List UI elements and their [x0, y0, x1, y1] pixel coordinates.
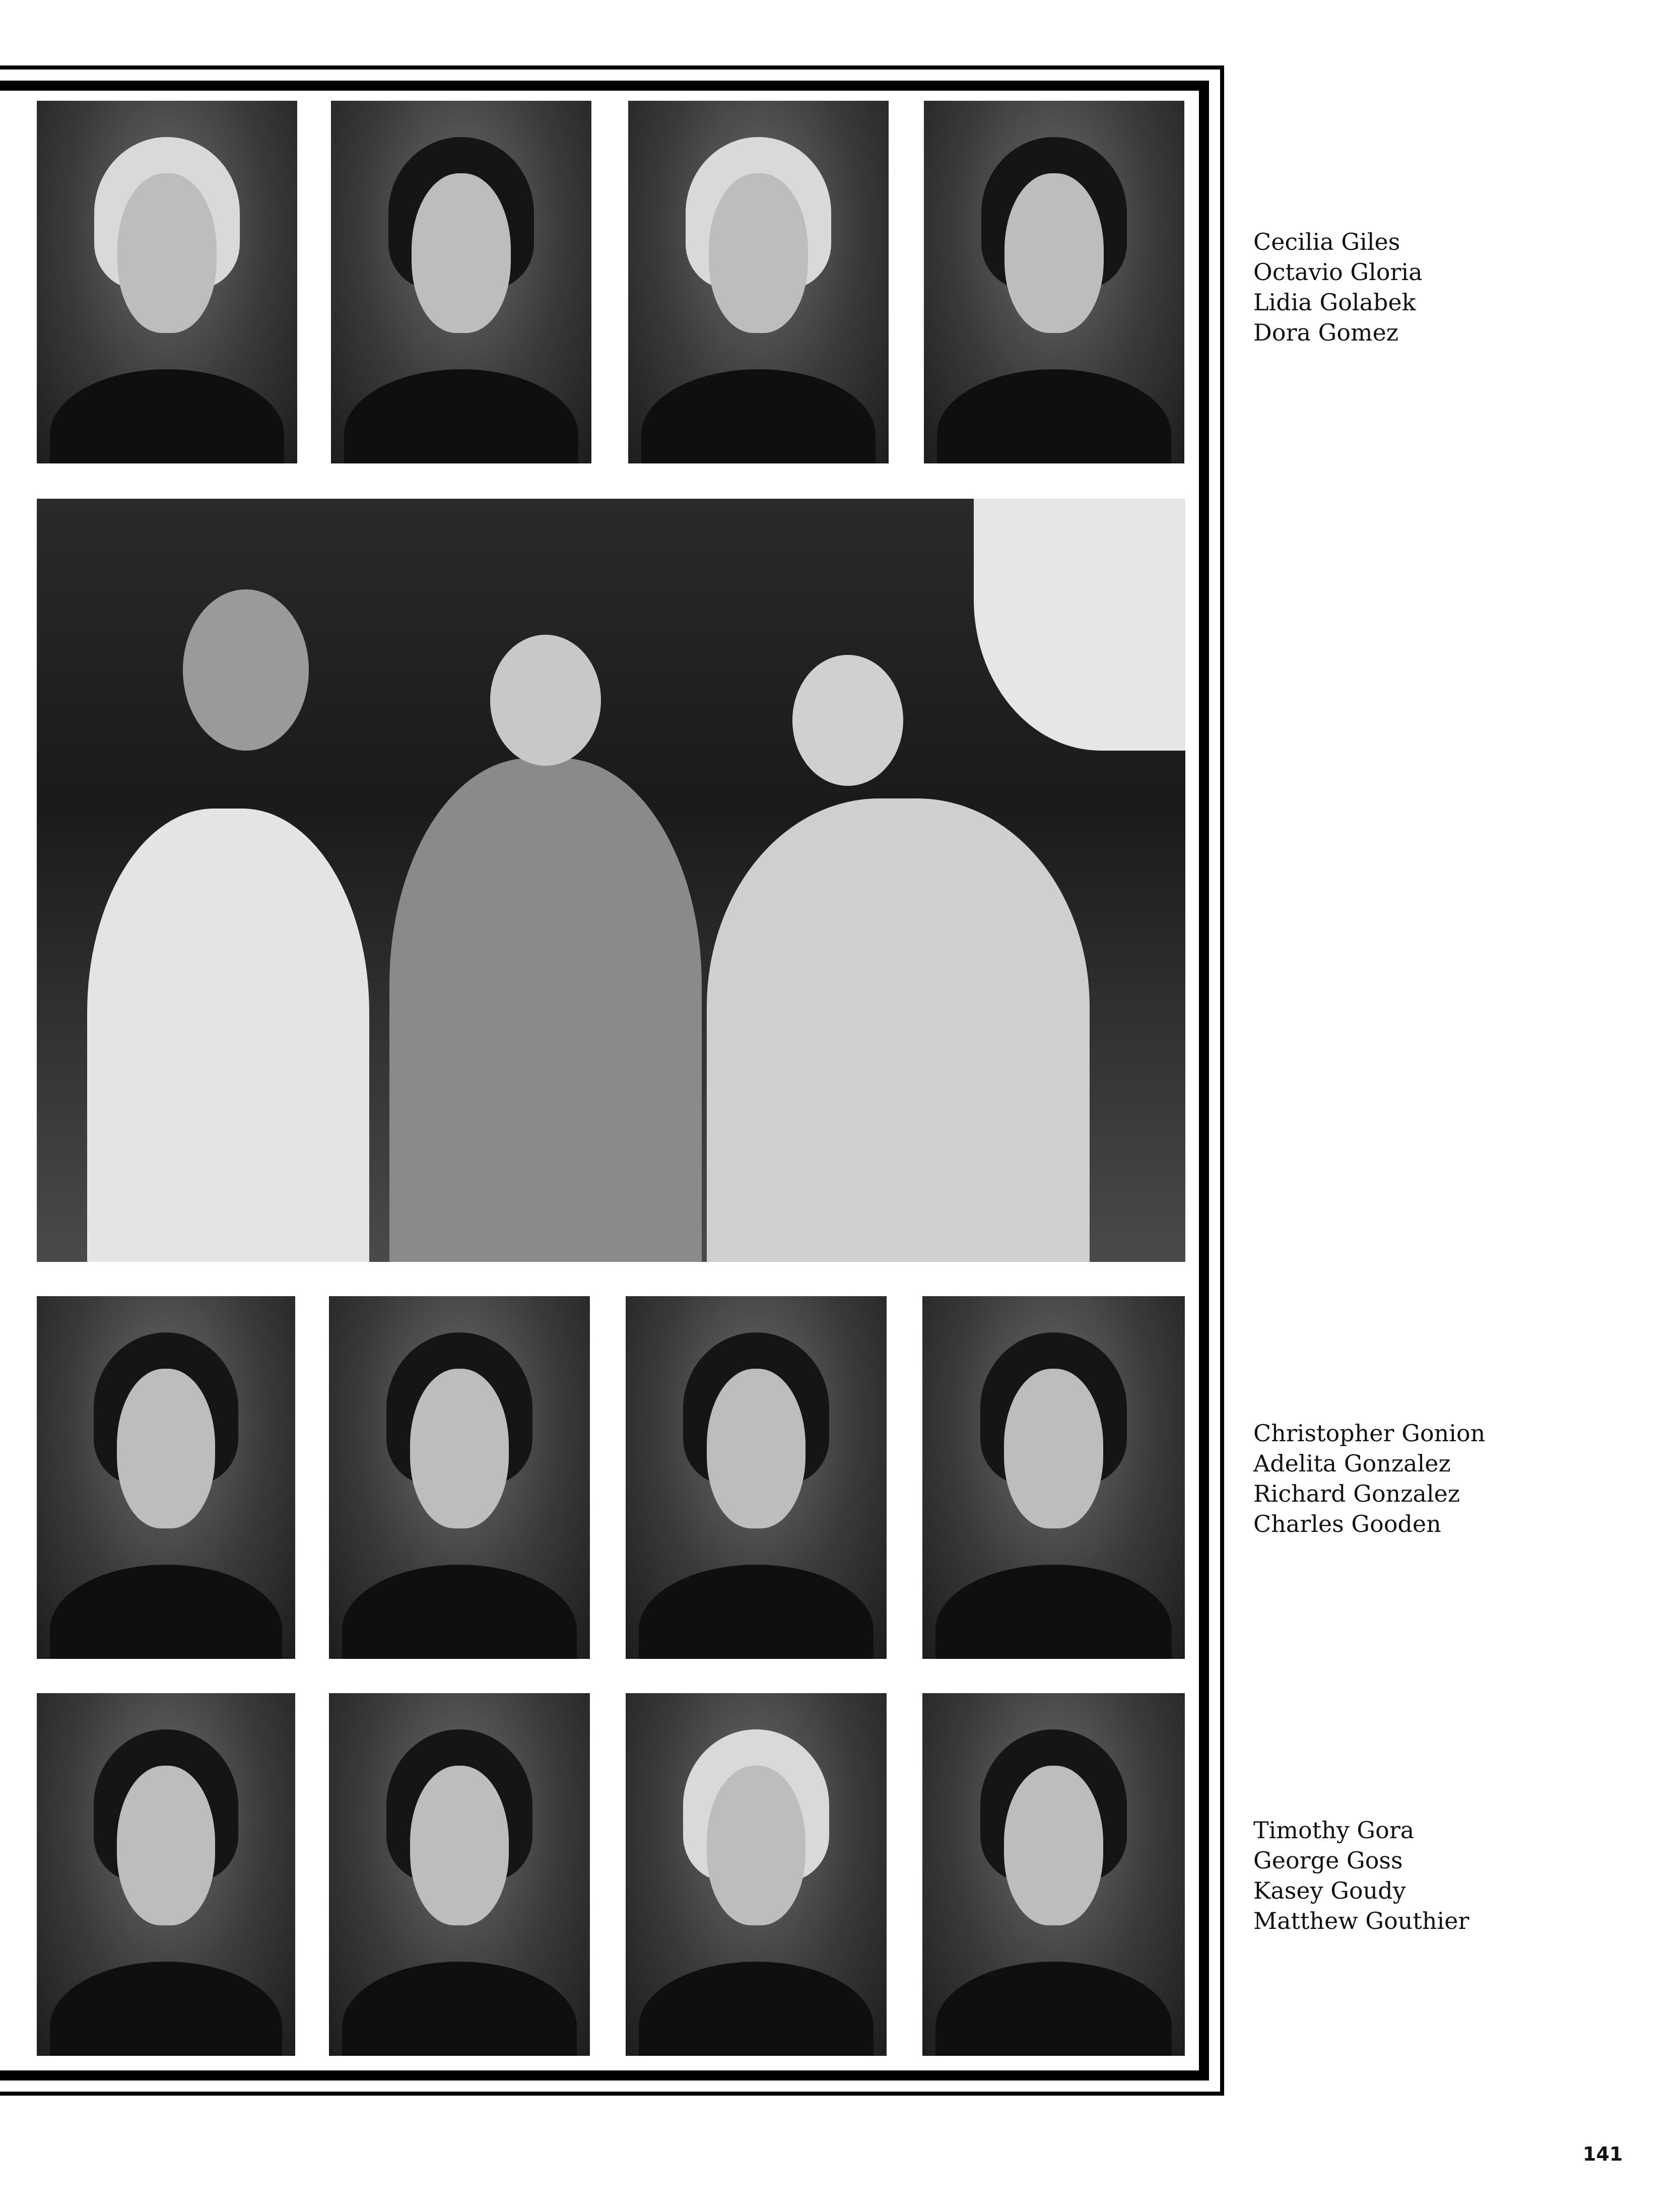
- portrait-photo: [37, 1296, 295, 1659]
- student-name: Adelita Gonzalez: [1253, 1450, 1451, 1477]
- name-caption-row-2: [1253, 1418, 1485, 1539]
- student-name: Lidia Golabek: [1253, 289, 1416, 316]
- name-caption-row-1: [1253, 227, 1423, 348]
- student-name: Timothy Gora: [1253, 1817, 1415, 1844]
- student-name: Octavio Gloria: [1253, 258, 1423, 286]
- portrait-photo: [924, 101, 1184, 463]
- student-name: Cecilia Giles: [1253, 228, 1400, 255]
- student-name: Kasey Goudy: [1253, 1877, 1406, 1904]
- student-name: Dora Gomez: [1253, 319, 1399, 346]
- portrait-photo: [37, 101, 297, 463]
- portrait-photo: [922, 1693, 1185, 2056]
- portrait-photo: [37, 1693, 295, 2056]
- portrait-photo: [626, 1296, 887, 1659]
- portrait-photo: [922, 1296, 1185, 1659]
- student-name: George Goss: [1253, 1847, 1403, 1874]
- group-costume-photo: [37, 499, 1185, 1262]
- name-caption-row-3: [1253, 1815, 1469, 1936]
- student-name: Christopher Gonion: [1253, 1420, 1486, 1447]
- student-name: Richard Gonzalez: [1253, 1480, 1460, 1507]
- student-name: Matthew Gouthier: [1253, 1907, 1469, 1934]
- student-name: Charles Gooden: [1253, 1510, 1441, 1537]
- portrait-photo: [628, 101, 889, 463]
- portrait-photo: [331, 101, 591, 463]
- page-number: 141: [1583, 2143, 1623, 2165]
- portrait-photo: [329, 1296, 590, 1659]
- portrait-photo: [329, 1693, 590, 2056]
- portrait-photo: [626, 1693, 887, 2056]
